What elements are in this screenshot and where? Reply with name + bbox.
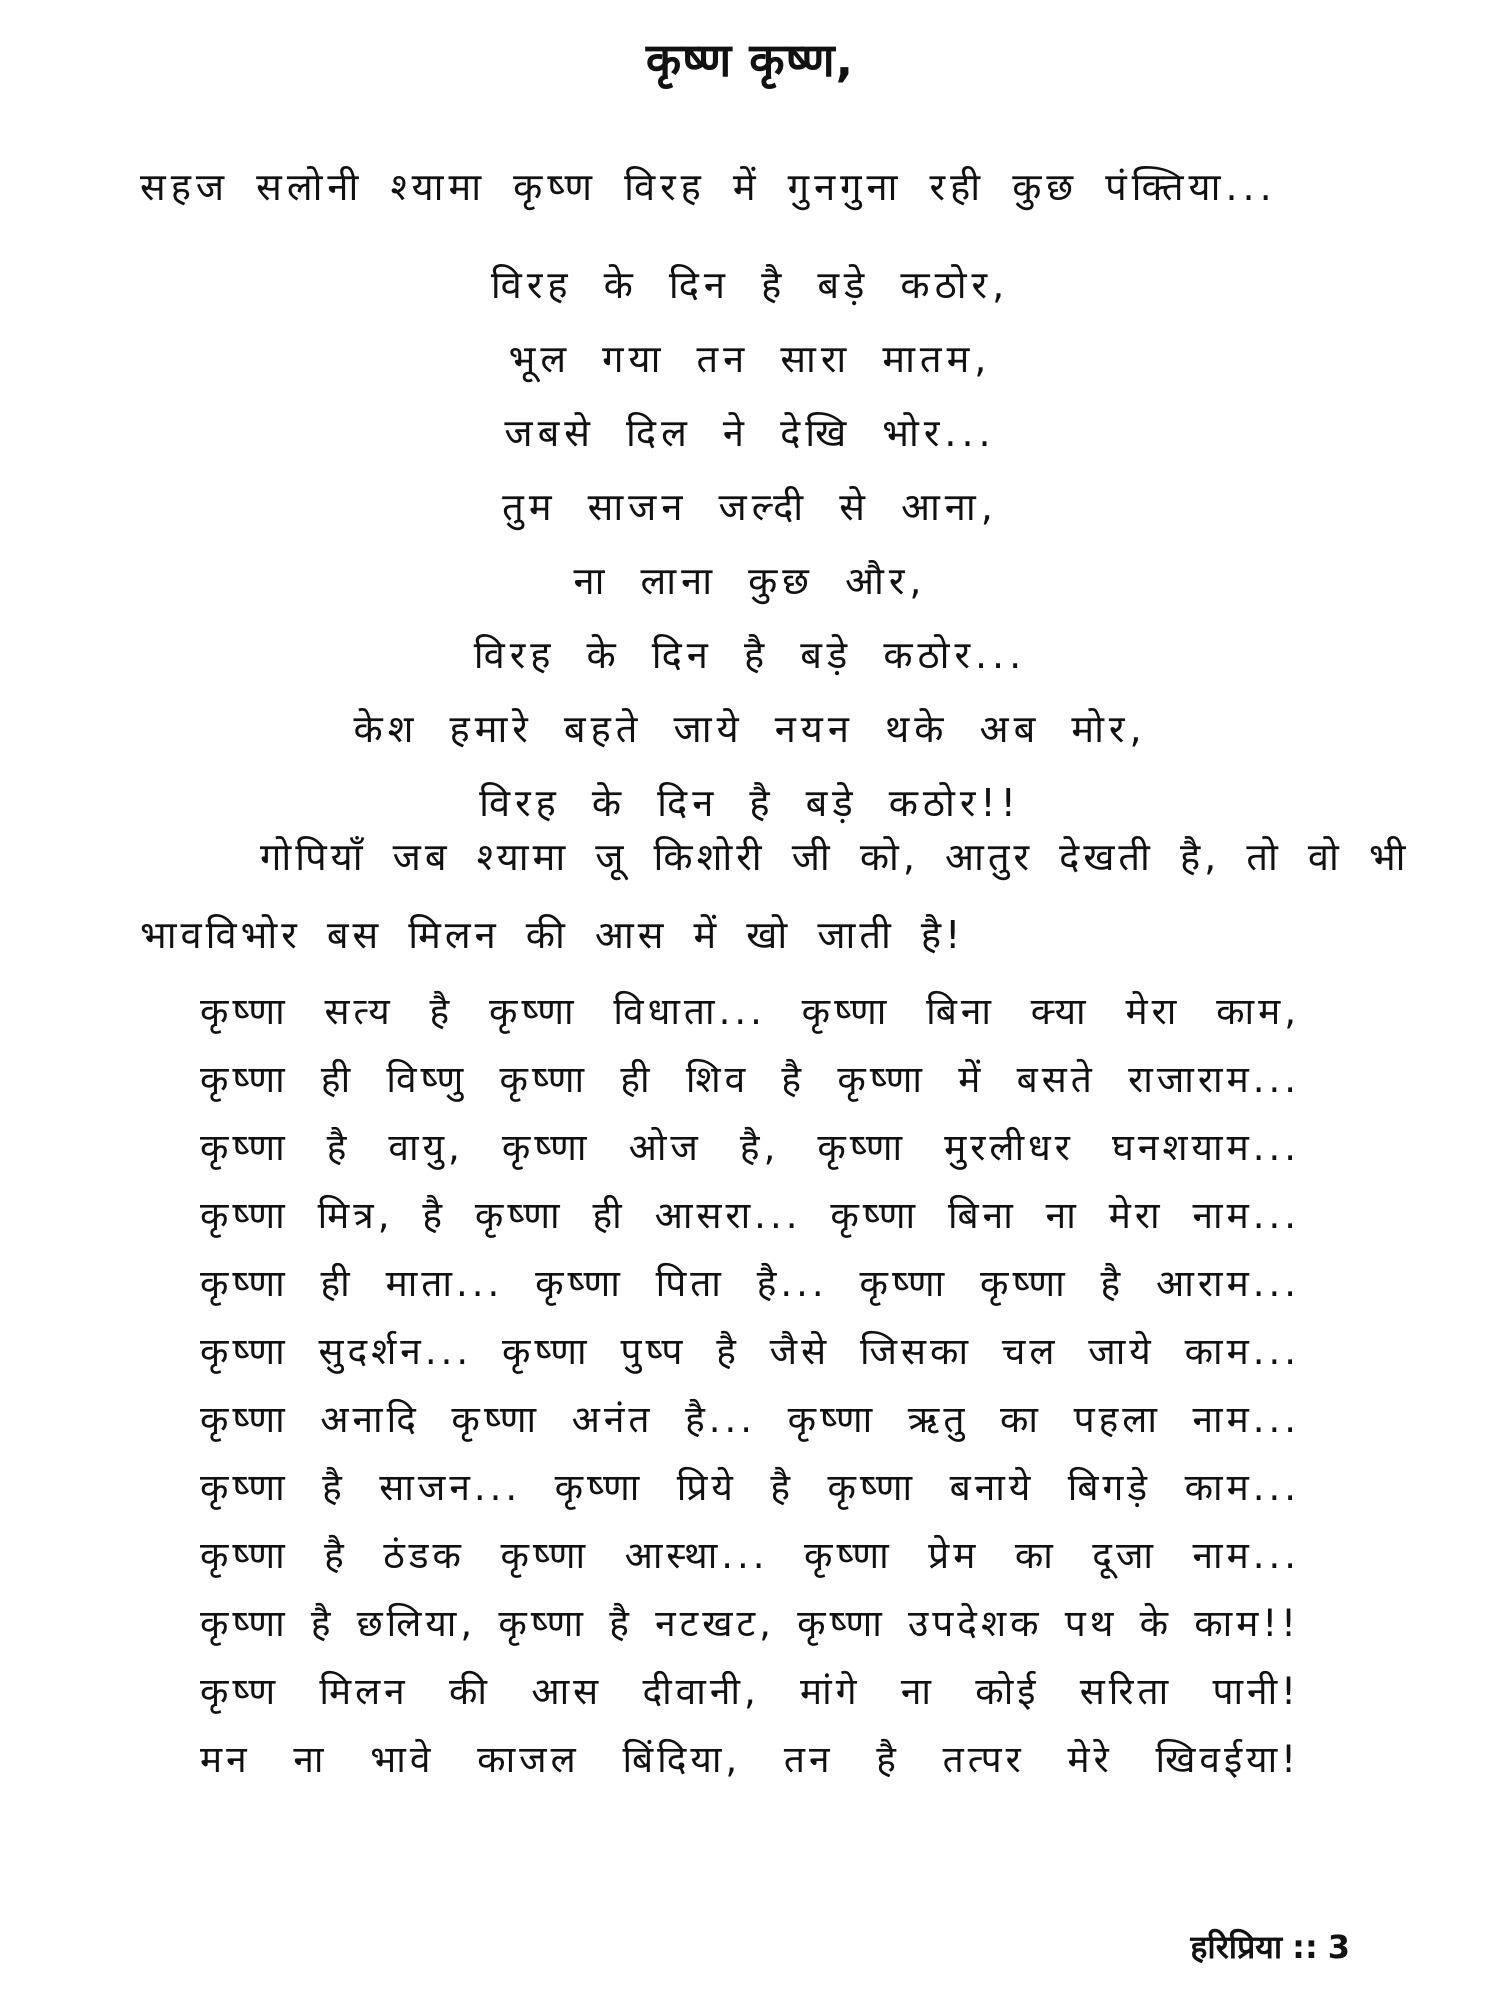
verse-line: कृष्णा है ठंडक कृष्णा आस्था... कृष्णा प्रेम का दूजा नाम...	[200, 1534, 1300, 1577]
page-title: कृष्ण कृष्ण,	[645, 33, 855, 87]
verse-line: कृष्णा सुदर्शन... कृष्णा पुष्प है जैसे जिसका चल जाये काम...	[200, 1330, 1300, 1373]
verse-line: कृष्णा मित्र, है कृष्णा ही आसरा... कृष्णा बिना ना मेरा नाम...	[200, 1194, 1300, 1237]
verse-line: केश हमारे बहते जाये नयन थके अब मोर,	[353, 707, 1147, 751]
verse-line: ना लाना कुछ और,	[573, 559, 927, 603]
verse-line: विरह के दिन है बड़े कठोर,	[490, 263, 1010, 307]
verse-line: कृष्णा है साजन... कृष्णा प्रिये है कृष्णा बनाये बिगड़े काम...	[200, 1466, 1300, 1509]
book-title: हरिप्रिया	[1190, 1928, 1283, 1966]
verse-line: कृष्णा है छलिया, कृष्णा है नटखट, कृष्णा उपदेशक पथ के काम!!	[200, 1602, 1300, 1645]
verse-line: कृष्णा ही माता... कृष्णा पिता है... कृष्णा कृष्णा है आराम...	[200, 1262, 1300, 1305]
verse-line: भूल गया तन सारा मातम,	[508, 337, 992, 381]
verse-line: कृष्णा है वायु, कृष्णा ओज है, कृष्णा मुरलीधर घनशयाम...	[200, 1126, 1300, 1169]
verse-line: कृष्णा ही विष्णु कृष्णा ही शिव है कृष्णा में बसते राजाराम...	[200, 1058, 1300, 1101]
verse-block-1	[0, 248, 1500, 840]
page-footer	[1190, 1925, 1350, 1968]
page-number: 3	[1327, 1928, 1350, 1966]
verse-line: मन ना भावे काजल बिंदिया, तन है तत्पर मेरे खिवईया!	[200, 1738, 1300, 1781]
footer-separator: ::	[1292, 1928, 1318, 1966]
prose-line: भावविभोर बस मिलन की आस में खो जाती है!	[140, 913, 965, 957]
prose-paragraph	[140, 818, 1410, 974]
verse-line: कृष्णा सत्य है कृष्णा विधाता... कृष्णा बिना क्या मेरा काम,	[200, 990, 1300, 1033]
verse-block-2	[200, 978, 1300, 1794]
verse-line: कृष्ण मिलन की आस दीवानी, मांगे ना कोई सरिता पानी!	[200, 1670, 1300, 1713]
prose-line: गोपियाँ जब श्यामा जू किशोरी जी को, आतुर देखती है, तो वो भी	[260, 835, 1410, 879]
verse-line: कृष्णा अनादि कृष्णा अनंत है... कृष्णा ऋतु का पहला नाम...	[200, 1398, 1300, 1441]
verse-line: विरह के दिन है बड़े कठोर...	[473, 633, 1027, 677]
verse-line: जबसे दिल ने देखि भोर...	[504, 411, 996, 455]
verse-line: विरह के दिन है बड़े कठोर!!	[479, 781, 1021, 825]
verse-line: तुम साजन जल्दी से आना,	[502, 485, 998, 529]
intro-line: सहज सलोनी श्यामा कृष्ण विरह में गुनगुना रही कुछ पंक्तिया...	[140, 165, 1277, 209]
